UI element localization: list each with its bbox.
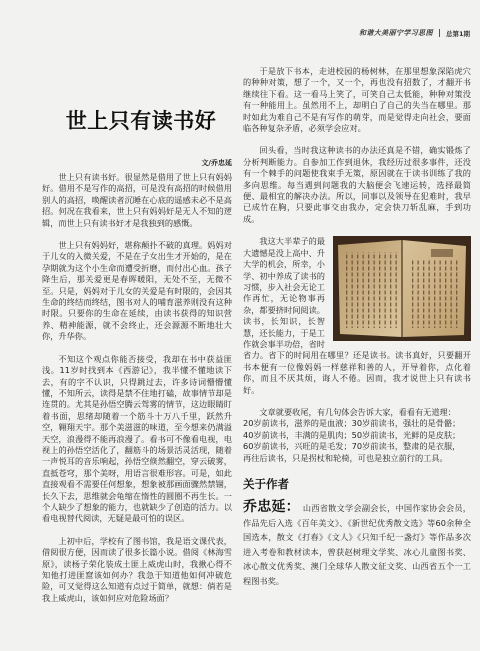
journal-title: 和谐大美丽宁学习思图 — [358, 28, 433, 37]
closing-line: 60岁前读书，兴旺的是毛发；70岁前读书，整肃的是衣服， — [243, 441, 461, 452]
paragraph: 世上只有妈妈好，堪称颠扑不破的真理。妈妈对于儿女的入微关爱，不是在子女出生才开始的，是在孕期就为这个小生命而遭受折磨，而付出心血。孩子降生后，那关爱更是春晖暖阳，无处不至，无微不至。只是，妈妈对于儿女的关爱是有时限的，会因其生命的终结而终结，图书对人的哺育滋养则没有这种时限。只要你的生命在延续，由读书获得的知识营养、精神能源，就不会终止，还会源源不断地壮大你，升华你。 — [42, 240, 232, 342]
book-heading-mark — [431, 249, 453, 257]
paragraph: 我这大半辈子的最大遗憾是没上高中、升大学的机会，所幸，小学、初中养成了读书的习惯，步入社会无论工作再忙，无论物事再杂，都要挤时间阅读。读书，长知识，长智慧，还长能力，于是工作就会事半功倍，省时省力。省下的时间用在哪里？还是读书。读书真好，只要翻开书本便有一位像妈妈一样慈祥和善的人，开导着你，点化着你，而且不厌其烦，诲人不倦。因而，我才说世上只有读书好。 — [243, 236, 471, 395]
closing-line: 40岁前读书，丰满的是肌肉；50岁前读书，光鲜的是皮肤； — [243, 429, 461, 440]
book-text-lines-left — [345, 252, 397, 328]
paragraph: 回头看，当时我这种读书的办法还真是不错，确实锻炼了分析判断能力。自参加工作到退休，我经历过很多事件，还没有一个棘手的问题使我束手无策，原因就在于读书训练了我的多向思维。每当遇到问题我的大脑便会飞速运转，选择最简便、最相宜的解决办法。所以，同事以及领导在犯难时，我早已成竹在胸，只要此事交由我办，定会快刀斩乱麻，手到功成。 — [243, 145, 471, 224]
author-bio — [243, 500, 471, 589]
right-column — [243, 66, 471, 589]
left-column — [42, 106, 232, 615]
paragraph: 上初中后，学校有了图书馆，我是语文课代表，借阅很方便，因而读了很多长篇小说。借阅《林海雪原》，读杨子荣化装成土匪上威虎山时，我揪心得不知他打进匪窟该如何办？我急于知道他如何冲破危险，可又觉得这么知道有点过于简单，就想：倘若是我上威虎山，该如何应对危险场面？ — [42, 535, 232, 603]
about-author-heading: 关于作者 — [243, 477, 289, 491]
paragraph: 世上只有读书好。很显然是借用了世上只有妈妈好。借用不是写作的高招，可是没有高招的时候借用别人的高招，唤醒读者沉睡在心底的遥感未必不是高招。何况在我看来，世上只有妈妈好是无人不知的逻辑，而世上只有读书好才是我独到的感慨。 — [42, 172, 232, 228]
article-byline: 文/乔忠延 — [201, 159, 232, 167]
book-photo-graphic — [333, 236, 471, 341]
page-header — [240, 27, 470, 39]
header-divider — [439, 29, 440, 37]
closing-section — [243, 407, 471, 464]
closing-intro: 文章就要收尾，有几句体会告诉大家，看看有无道理： — [259, 406, 456, 417]
author-bio-text: 山西省散文学会副会长，中国作家协会会员，作品先后入选《百年美文》、《新世纪优秀散文选》等60余种全国选本，散文《打春》《文人》《只知千纪一盏灯》等作品多次进入考卷和教材读本，曾获赵树理文学奖、冰心儿童图书奖、冰心散文优秀奖、澳门全球华人散文征文奖、山西省五个一工程图书奖。 — [243, 503, 471, 586]
issue-number: 总第1期 — [445, 29, 470, 38]
paragraph: 不知这个观点你能否接受，我却在书中获益匪浅。11岁时找到本《西游记》，我半懂不懂地读下去，有的字不认识，只得跳过去，许多诗词懵懵懂懂，不知所云，读得是禁不住地打磕，故事情节却是连贯的。尤其是孙悟空腾云驾雾的情节，这边眼睛盯着书面，思绪却随着一个筋斗十万八千里，跃然升空，翱翔天宇。那个美滋滋的味道，至今想来仍满溢天空，浪漫得不能再浪漫了。看书可不像看电视，电视上的孙悟空活化了，翻筋斗的场景活灵活现，随着一声悦耳的音乐响起，孙悟空倏然翻空，穿云破雾，直抵苍穹，那个美呀，用语言很难形容。可是，如此直接观看不需要任何想象，想象被那画面骤然禁锢，长久下去，思维就会龟缩在惰性的圆圈不再生长。一个人缺少了想象的能力，也就缺少了创造的活力。以看电视替代阅读，无疑是最可怕的误区。 — [42, 353, 232, 524]
closing-line: 20岁前读书，滋养的是血液；30岁前读书，强壮的是骨骼； — [243, 418, 461, 429]
old-book-photo — [333, 236, 471, 341]
closing-line: 再往后读书，只是拐杖和轮椅，可也是独立前行的工具。 — [243, 452, 448, 463]
author-name: 乔忠延： — [243, 499, 300, 515]
article-title: 世上只有读书好 — [65, 108, 217, 133]
paragraph: 于是放下书本，走进校园的杨树林，在那里想象深陷虎穴的种种对策，想了一个，又一个，再也没有招数了，才翻开书继续往下看。这一看马上笑了，可笑自己太低能，种种对策没有一种能用上。虽然用不上，却明白了自己的失当在哪里。那时如此为难自己不是有写作的萌芽，而是觉得走向社会，要面临各种复杂矛盾，必须学会应对。 — [243, 66, 471, 134]
book-text-lines-right — [408, 260, 458, 328]
